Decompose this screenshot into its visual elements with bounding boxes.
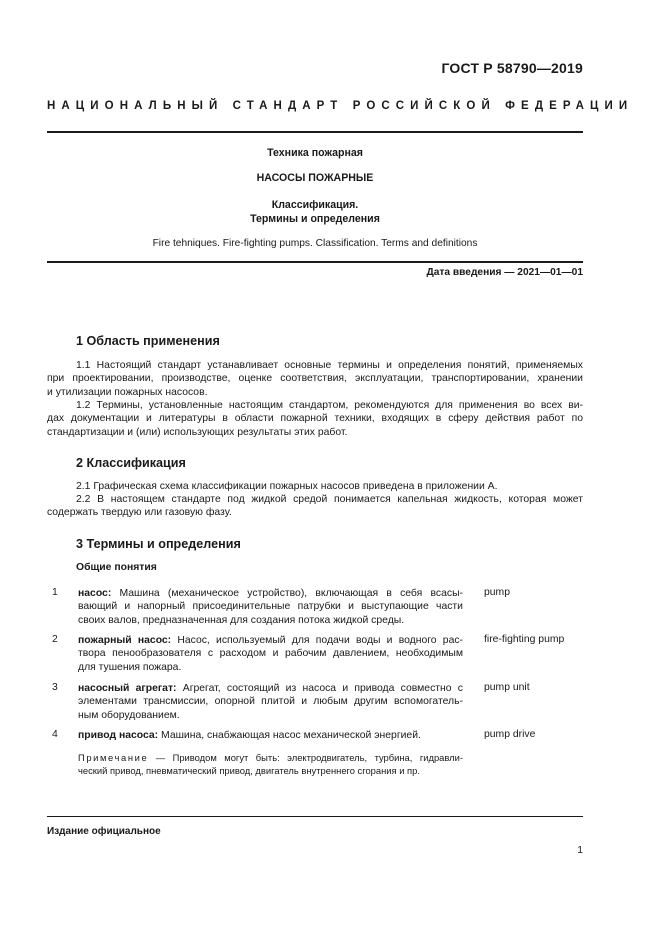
page-number: 1	[577, 845, 583, 856]
title-rule	[47, 261, 583, 263]
section-1-paragraph-2: 1.2 Термины, установленные настоящим стандартом, рекомендуются для применения во всех ви- дах документации и литературы в области пожарной техники, входящих в сферу действия работ по стандартизации и (или) использующих результаты этих работ.	[47, 400, 583, 438]
term-english: pump drive	[484, 729, 536, 740]
section-2-heading: 2 Классификация	[76, 456, 186, 470]
title-line-3a: Классификация.	[271, 199, 359, 211]
term-definition: пожарный насос: Насос, используемый для подачи воды и водного рас- твора пенообразователя с расходом и рабочим давлением, необходимым для тушения пожара.	[78, 635, 463, 673]
top-rule	[47, 131, 583, 133]
section-2-paragraph-2: 2.2 В настоящем стандарте под жидкой средой понимается капельная жидкость, которая может содержать твердую или газовую фазу.	[47, 494, 583, 519]
document-number: ГОСТ Р 58790—2019	[441, 60, 583, 76]
title-line-3	[47, 199, 583, 226]
term-english: fire-fighting pump	[484, 634, 565, 645]
term-english: pump unit	[484, 682, 530, 693]
title-line-1: Техника пожарная	[267, 147, 363, 159]
section-3-heading: 3 Термины и определения	[76, 537, 241, 551]
term-definition: насос: Машина (механическое устройство), включающая в себя всасы- вающий и напорный присоединительные патрубки и выступающие части своих валов, предназначенная для создания потока жидкой среды.	[78, 588, 463, 626]
term-definition: насосный агрегат: Агрегат, состоящий из насоса и привода совместно с элементами трансмиссии, опорной плитой и любым другим вспомогатель- ным оборудованием.	[78, 683, 463, 721]
footer-rule	[47, 816, 583, 817]
section-1-heading: 1 Область применения	[76, 334, 220, 348]
term-number: 2	[52, 634, 58, 645]
term-number: 1	[52, 587, 58, 598]
title-line-3b: Термины и определения	[250, 212, 380, 225]
term-number: 4	[52, 729, 58, 740]
introduction-date: Дата введения — 2021—01—01	[426, 267, 583, 278]
section-1-paragraph-1: 1.1 Настоящий стандарт устанавливает основные термины и определения понятий, применяемых при проектировании, производстве, оценке соответствия, эксплуатации, транспортировании, хранении и утилизации пожарных насосов.	[47, 360, 583, 398]
term-english: pump	[484, 587, 510, 598]
edition-label: Издание официальное	[47, 826, 161, 837]
english-title: Fire tehniques. Fire-fighting pumps. Classification. Terms and definitions	[152, 238, 478, 249]
standard-title: НАЦИОНАЛЬНЫЙ СТАНДАРТ РОССИЙСКОЙ ФЕДЕРАЦИИ	[47, 100, 634, 112]
title-line-2: НАСОСЫ ПОЖАРНЫЕ	[256, 172, 374, 184]
section-3-subheading: Общие понятия	[76, 562, 157, 573]
term-definition: привод насоса: Машина, снабжающая насос механической энергией.	[78, 730, 421, 741]
term-number: 3	[52, 682, 58, 693]
section-2-paragraph-1: 2.1 Графическая схема классификации пожарных насосов приведена в приложении А.	[76, 481, 498, 492]
term-note: Примечание — Приводом могут быть: электродвигатель, турбина, гидравли- ческий привод, пневматический привод, двигатель внутреннего сгорания и пр.	[78, 752, 463, 777]
